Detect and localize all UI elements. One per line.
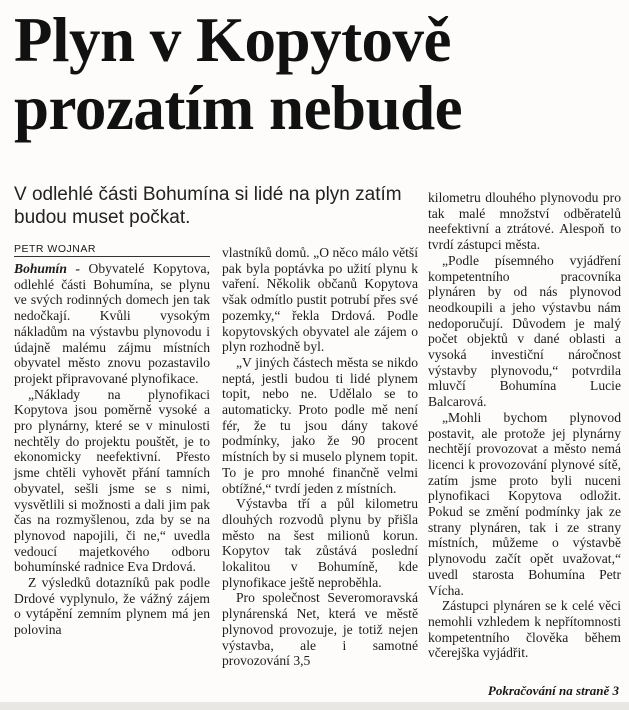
- paragraph: kilometru dlouhého plynovodu pro tak malé množství odběratelů neefektivní a ztrátové. Alespoň to tvrdí zástupci města.: [428, 190, 621, 253]
- column-3: [428, 190, 621, 661]
- paragraph: vlastníků domů. „O něco málo větší pak byla poptávka po užití plynu k vaření. Několik občanů Kopytova však odmítlo pustit potrubí přes své pozemky,“ řekla Drdová. Podle kopytovských obyvatel ale zájem o plyn rozhodně byl.: [222, 245, 418, 355]
- paragraph: „V jiných částech města se nikdo neptá, jestli budou ti lidé plynem topit, nebo ne. Udělalo se to automaticky. Proto podle mě není fér, že tu jsou dány takové podmínky, jako že 90 procent místních by si muselo plynem topit. To je pro mnohé finančně velmi obtížné,“ tvrdí jeden z místních.: [222, 354, 418, 496]
- dateline: Bohumín -: [14, 261, 80, 276]
- paragraph: Z výsledků dotazníků pak podle Drdové vyplynulo, že vážný zájem o vytápění zemním plynem má jen polovina: [14, 575, 210, 638]
- paragraph: [14, 261, 210, 387]
- column-2: [222, 245, 418, 669]
- paragraph: Zástupci plynáren se k celé věci nemohli vzhledem k nepřítomnosti kompetentního člověka během včerejška vyjádřit.: [428, 598, 621, 661]
- paragraph: „Mohli bychom plynovod postavit, ale protože jej plynárny nechtějí provozovat a město nemá licenci k provozování plynové sítě, zatím jsme proto byli nuceni plynofikaci Kopytova odložit. Pokud se změní podmínky jak ze strany plynáren, tak i ze strany místních, můžeme o výstavbě plynovodu začít opět uvažovat,“ uvedl starosta Bohumína Petr Vícha.: [428, 409, 621, 598]
- perex: V odlehlé části Bohumína si lidé na plyn zatím budou muset počkat.: [14, 184, 402, 228]
- paragraph: „Podle písemného vyjádření kompetentního pracovníka plynáren by od nás plynovod neodkoupili a jeho výstavbu nám nedoporučují. Důvodem je malý počet objektů v dané oblasti a vysoká investiční náročnost výstavby plynovodu,“ potvrdila mluvčí Bohumína Lucie Balcarová.: [428, 252, 621, 410]
- page-bottom-strip: [0, 702, 629, 710]
- paragraph: Výstavba tří a půl kilometru dlouhých rozvodů plynu by přišla město na šest milionů korun. Kopytov tak zůstává poslední lokalitou v Bohumíně, kde plynofikace ještě neproběhla.: [222, 496, 418, 590]
- headline-line-2: prozatím nebude: [14, 73, 463, 143]
- headline: [14, 6, 619, 142]
- paragraph: Pro společnost Severomoravská plynárenská Net, která ve městě plynovod provozuje, je totiž nejen výstavba, ale i samotné provozování 3,5: [222, 590, 418, 669]
- paragraph-text: Obyvatelé Kopytova, odlehlé části Bohumína, se plynu ve svých rodinných domech jen tak nedočkají. Kvůli vysokým nákladům na výstavbu plynovodu i údajně malému zájmu místních obyvatel město znovu pozastavilo projekt připravované plynofikace.: [14, 261, 210, 386]
- continued-link[interactable]: Pokračování na straně 3: [487, 683, 619, 698]
- headline-line-1: Plyn v Kopytově: [14, 5, 452, 75]
- byline: PETR WOJNAR: [14, 243, 210, 257]
- column-1: [14, 261, 210, 638]
- paragraph: „Náklady na plynofikaci Kopytova jsou poměrně vysoké a pro plynárny, které se v minulosti nechtěly do projektu pouštět, je to ekonomicky neefektivní. Přesto jsme chtěli vyhovět přání tamních obyvatel, sešli jsme se s nimi, vysvětlili si možnosti a dali jim pak čas na rozmyšlenou, zda by se na plynovod napojili, či ne,“ uvedla vedoucí majetkového odboru bohumínské radnice Eva Drdová.: [14, 386, 210, 575]
